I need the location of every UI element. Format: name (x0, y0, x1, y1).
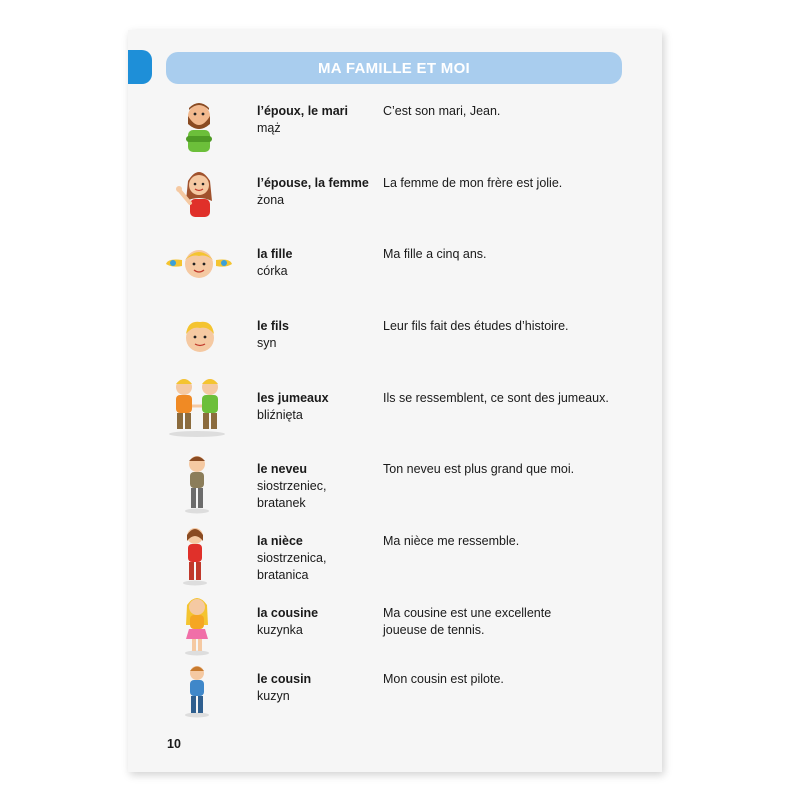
section-header (166, 52, 622, 84)
polish-translation: siostrzenica, bratanica (257, 551, 327, 582)
page-tab-marker (128, 50, 152, 84)
example-sentence: Ils se ressemblent, ce sont des jumeaux. (383, 391, 609, 405)
page-number: 10 (167, 737, 181, 751)
french-term: la nièce (257, 534, 303, 548)
example-sentence: Ton neveu est plus grand que moi. (383, 462, 575, 476)
french-term: l’époux, le mari (257, 104, 349, 118)
polish-translation: żona (257, 193, 285, 207)
example-sentence: Ma fille a cinq ans. (383, 247, 487, 261)
french-term: la fille (257, 247, 293, 261)
example-sentence: Ma nièce me ressemble. (383, 534, 520, 548)
french-term: le cousin (257, 672, 312, 686)
example-sentence: Leur fils fait des études d’histoire. (383, 319, 569, 333)
polish-translation: syn (257, 336, 277, 350)
niece-icon (162, 525, 232, 587)
example-sentence: Ma cousine est une excellente joueuse de tennis. (383, 606, 552, 637)
polish-translation: kuzyn (257, 689, 290, 703)
example-sentence: C’est son mari, Jean. (383, 104, 501, 118)
polish-translation: siostrzeniec, bratanek (257, 479, 327, 510)
polish-translation: bliźnięta (257, 408, 303, 422)
male-cousin-icon (162, 663, 232, 719)
boy-face-icon (162, 316, 232, 356)
french-term: l’épouse, la femme (257, 176, 369, 190)
twins-icon (162, 376, 232, 438)
french-term: le neveu (257, 462, 308, 476)
example-sentence: Mon cousin est pilote. (383, 672, 504, 686)
section-title: MA FAMILLE ET MOI (317, 59, 471, 77)
french-term: les jumeaux (257, 391, 329, 405)
polish-translation: córka (257, 264, 288, 278)
french-term: le fils (257, 319, 289, 333)
polish-translation: kuzynka (257, 623, 303, 637)
nephew-icon (162, 453, 232, 515)
waving-woman-icon (162, 167, 232, 223)
french-term: la cousine (257, 606, 319, 620)
girl-with-pigtails-icon (162, 244, 232, 284)
polish-translation: mąż (257, 121, 281, 135)
example-sentence: La femme de mon frère est jolie. (383, 176, 563, 190)
bearded-man-icon (162, 100, 232, 156)
female-cousin-icon (162, 595, 232, 657)
